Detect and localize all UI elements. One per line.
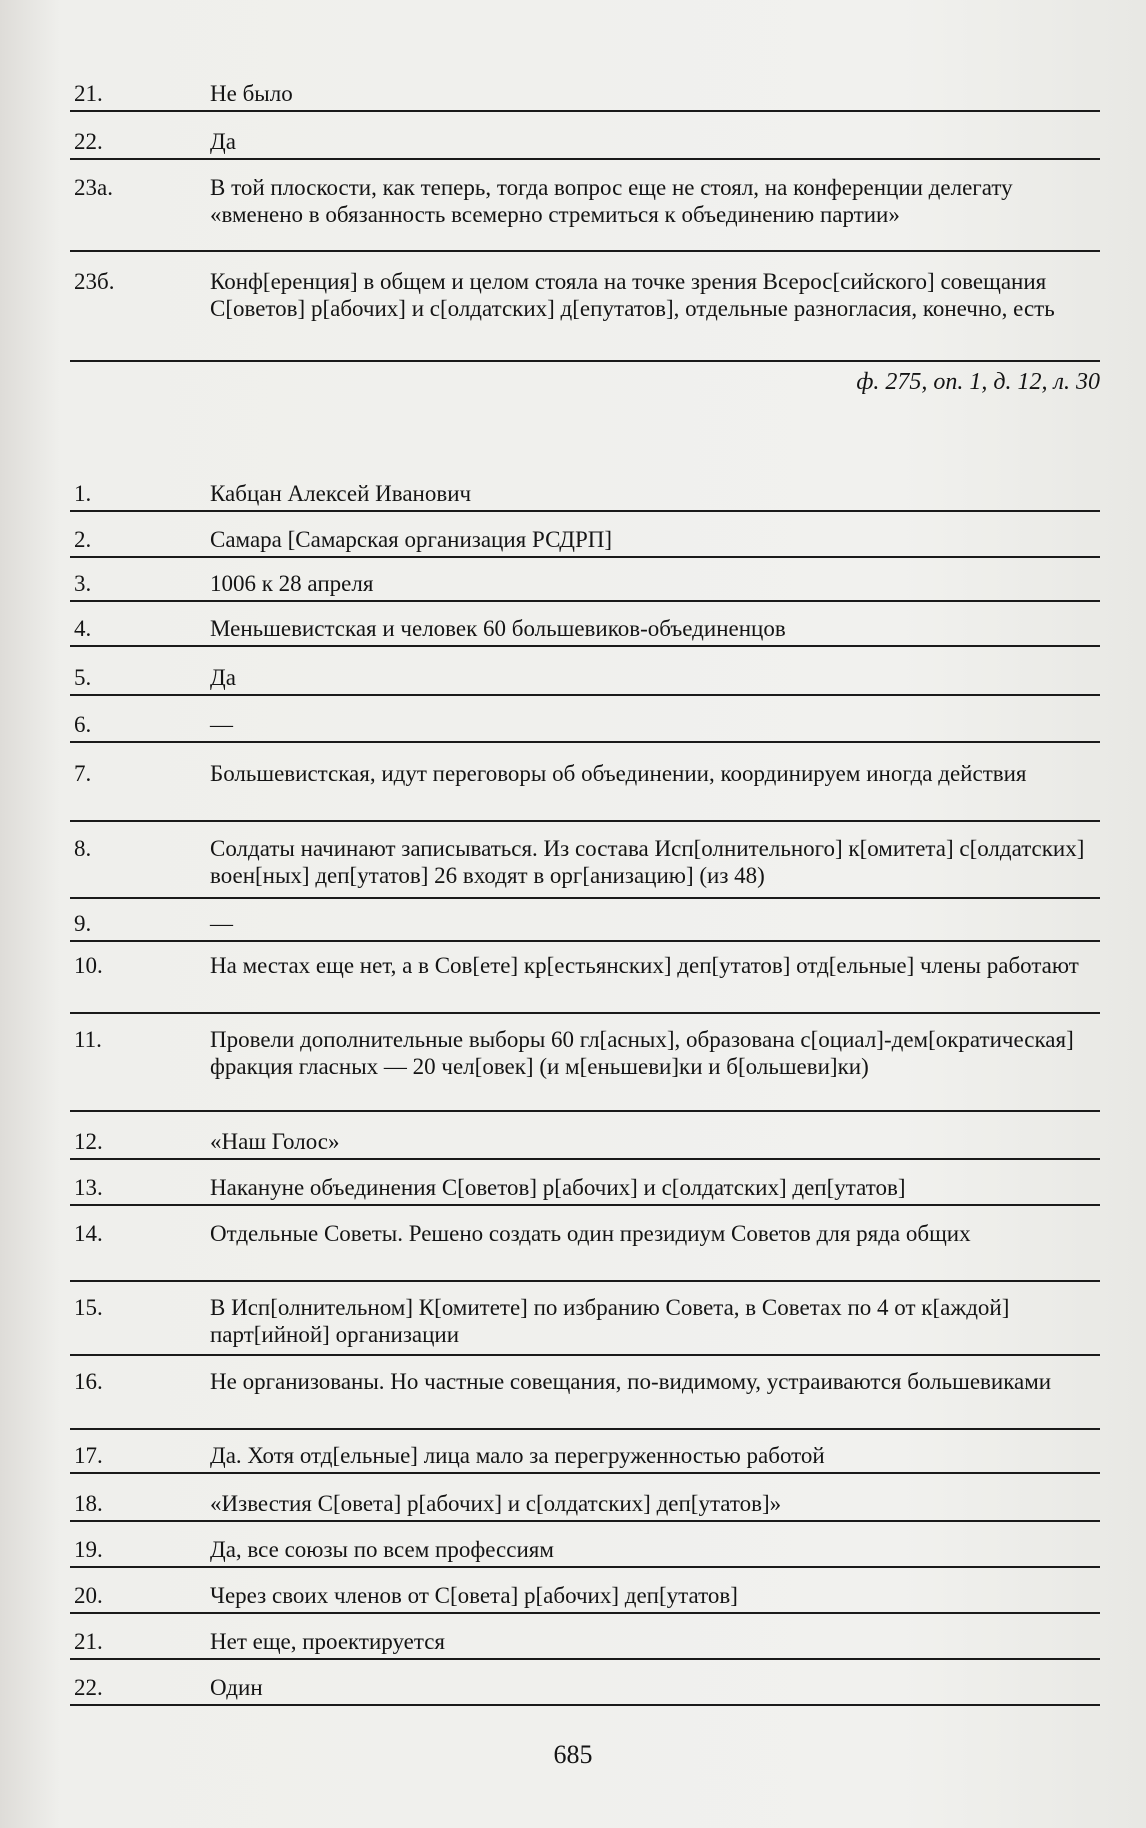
table-row bbox=[70, 526, 1100, 558]
row-text: Один bbox=[210, 1675, 263, 1700]
row-text: Солдаты начинают записываться. Из состава Исп[олнительного] к[омитета] с[олдатских] воен[ных] деп[утатов] 26 входят в орг[анизацию] (из 48) bbox=[210, 836, 1085, 888]
row-text: «Наш Голос» bbox=[210, 1129, 340, 1154]
row-number: 9. bbox=[74, 911, 92, 936]
row-text: В Исп[олнительном] К[омитете] по избранию Совета, в Советах по 4 от к[аждой] парт[ийной] организации bbox=[210, 1295, 1010, 1347]
row-number: 23а. bbox=[74, 175, 113, 200]
row-text: Да. Хотя отд[ельные] лица мало за перегруженностью работой bbox=[210, 1443, 825, 1468]
row-number: 18. bbox=[74, 1491, 103, 1516]
row-number: 6. bbox=[74, 712, 92, 737]
row-text: Кабцан Алексей Иванович bbox=[210, 481, 472, 506]
table-row bbox=[70, 1582, 1100, 1614]
row-number: 17. bbox=[74, 1443, 103, 1468]
row-number: 16. bbox=[74, 1369, 103, 1394]
table-row bbox=[70, 1294, 1100, 1356]
row-number: 15. bbox=[74, 1295, 103, 1320]
table-row bbox=[70, 1490, 1100, 1522]
table-row bbox=[70, 910, 1100, 942]
row-number: 20. bbox=[74, 1583, 103, 1608]
table-row bbox=[70, 952, 1100, 1014]
archive-reference: ф. 275, оп. 1, д. 12, л. 30 bbox=[856, 369, 1100, 395]
row-number: 21. bbox=[74, 1629, 103, 1654]
row-text: Отдельные Советы. Решено создать один президиум Советов для ряда общих bbox=[210, 1221, 971, 1246]
row-number: 23б. bbox=[74, 269, 115, 294]
row-number: 8. bbox=[74, 836, 92, 861]
table-row bbox=[70, 835, 1100, 899]
row-text: — bbox=[210, 712, 233, 737]
table-row bbox=[70, 1026, 1100, 1112]
table-row bbox=[70, 615, 1100, 647]
row-number: 14. bbox=[74, 1221, 103, 1246]
row-number: 12. bbox=[74, 1129, 103, 1154]
page-number: 685 bbox=[553, 1740, 593, 1769]
table-row bbox=[70, 1128, 1100, 1160]
row-number: 7. bbox=[74, 761, 92, 786]
row-number: 13. bbox=[74, 1175, 103, 1200]
row-text: Накануне объединения С[оветов] р[абочих] и с[олдатских] деп[утатов] bbox=[210, 1175, 906, 1200]
row-number: 3. bbox=[74, 571, 92, 596]
row-text: На местах еще нет, а в Сов[ете] кр[естьянских] деп[утатов] отд[ельные] члены работают bbox=[210, 953, 1079, 978]
row-text: В той плоскости, как теперь, тогда вопрос еще не стоял, на конференции делегату «вменено в обязанность всемерно стремиться к объединению партии» bbox=[210, 175, 1013, 227]
table-row bbox=[70, 1174, 1100, 1206]
row-text: Не организованы. Но частные совещания, по-видимому, устраиваются большевиками bbox=[210, 1369, 1052, 1394]
row-text: Нет еще, проектируется bbox=[210, 1629, 445, 1654]
row-text: «Известия С[овета] р[абочих] и с[олдатских] деп[утатов]» bbox=[210, 1491, 782, 1516]
table-row bbox=[70, 268, 1100, 362]
row-number: 5. bbox=[74, 665, 92, 690]
row-number: 21. bbox=[74, 81, 103, 106]
table-row bbox=[70, 1536, 1100, 1568]
row-number: 11. bbox=[74, 1027, 102, 1052]
table-row bbox=[70, 1442, 1100, 1474]
table-row bbox=[70, 664, 1100, 696]
table-row bbox=[70, 570, 1100, 602]
row-number: 22. bbox=[74, 129, 103, 154]
row-text: Не было bbox=[210, 81, 293, 106]
table-row bbox=[70, 1674, 1100, 1706]
row-text: Да bbox=[210, 129, 236, 154]
table-row bbox=[70, 480, 1100, 512]
row-text: Большевистская, идут переговоры об объединении, координируем иногда действия bbox=[210, 761, 1027, 786]
row-text: Да bbox=[210, 665, 236, 690]
row-text: Конф[еренция] в общем и целом стояла на точке зрения Всерос[сийского] совещания С[оветов] р[абочих] и с[олдатских] д[епутатов], отдельные разногласия, конечно, есть bbox=[210, 269, 1055, 321]
table-row bbox=[70, 1368, 1100, 1430]
table-row bbox=[70, 80, 1100, 112]
table-row bbox=[70, 1628, 1100, 1660]
row-text: — bbox=[210, 911, 233, 936]
row-text: Через своих членов от С[овета] р[абочих] деп[утатов] bbox=[210, 1583, 738, 1608]
row-number: 10. bbox=[74, 953, 103, 978]
row-number: 19. bbox=[74, 1537, 103, 1562]
row-text: Провели дополнительные выборы 60 гл[асных], образована с[оциал]-дем[ократическая] фракция гласных — 20 чел[овек] (и м[еньшеви]ки и б[ольшеви]ки) bbox=[210, 1027, 1074, 1079]
row-number: 1. bbox=[74, 481, 92, 506]
row-number: 4. bbox=[74, 616, 92, 641]
row-text: Меньшевистская и человек 60 большевиков-объединенцов bbox=[210, 616, 786, 641]
row-text: 1006 к 28 апреля bbox=[210, 571, 374, 596]
table-row bbox=[70, 1220, 1100, 1282]
table-row bbox=[70, 711, 1100, 743]
row-text: Да, все союзы по всем профессиям bbox=[210, 1537, 554, 1562]
table-row bbox=[70, 760, 1100, 822]
table-row bbox=[70, 174, 1100, 252]
table-row bbox=[70, 128, 1100, 160]
row-number: 22. bbox=[74, 1675, 103, 1700]
row-number: 2. bbox=[74, 527, 92, 552]
row-text: Самара [Самарская организация РСДРП] bbox=[210, 527, 613, 552]
